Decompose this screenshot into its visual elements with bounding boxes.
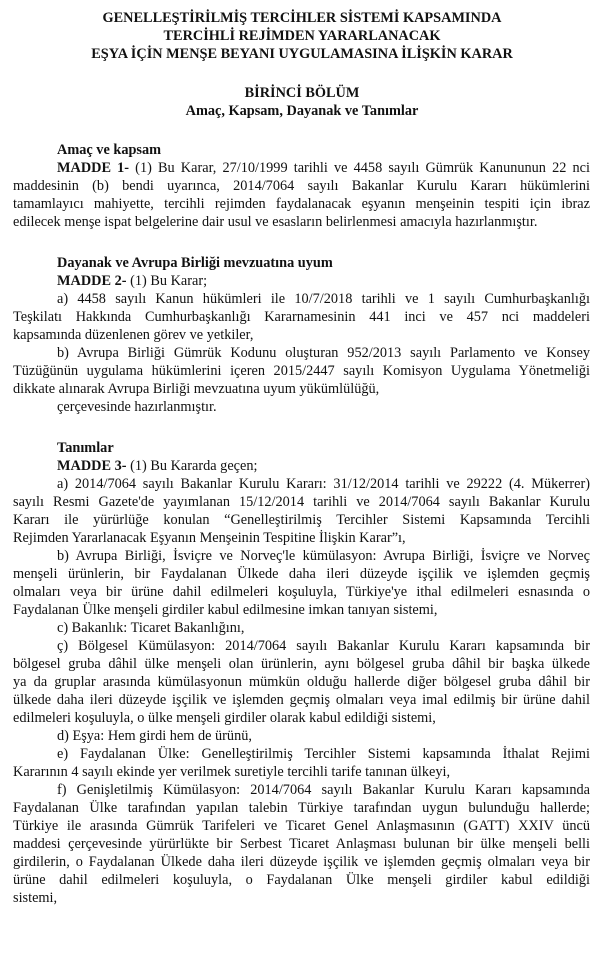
article-2-line: kapsamında düzenlenen görev ve yetkiler, xyxy=(13,327,254,343)
article-1-line: maddesinin (b) bendi uyarınca, 2014/7064 sayılı Bakanlar Kurulu Kararı hükümlerini xyxy=(13,178,590,194)
article-1-text: (1) Bu Karar, 27/10/1999 tarihli ve 4458 sayılı Gümrük Kanununun 22 nci xyxy=(129,160,590,176)
article-3-line: ya da gruplar arasında kümülasyonun mümkün olduğu hallerde diğer bölgesel gruba dâhil bir xyxy=(13,674,590,690)
article-1-line xyxy=(57,159,590,177)
article-3-line: ülkede daha ileri düzeyde işçilik ve işlemden geçmiş olmaları veya imal edilmiş bir ürüne dahil xyxy=(13,692,590,708)
article-1-label: MADDE 1- xyxy=(57,160,130,176)
article-3-line: menşeli ürünlerin, bir Faydalanan Ülkede daha ileri düzeyde işçilik ve işlemden geçmiş xyxy=(13,566,590,582)
article-2-heading: Dayanak ve Avrupa Birliği mevzuatına uyum xyxy=(57,255,333,271)
article-3-line: olmaları veya bir ürüne dahil edilmeleri koşuluyla, Türkiye'ye ithal edilmeleri esnasında o xyxy=(13,584,590,600)
article-3-line: ç) Bölgesel Kümülasyon: 2014/7064 sayılı Bakanlar Kurulu Kararı kapsamında bir xyxy=(57,638,590,654)
article-3-line: Faydalanan Ülke tarafından yapılan talebin Türkiye tarafından uygun bulunduğu hallerde; xyxy=(13,800,590,816)
article-3-line: a) 2014/7064 sayılı Bakanlar Kurulu Kararı: 31/12/2014 tarihli ve 29222 (4. Mükerrer) xyxy=(57,476,590,492)
article-2-line xyxy=(57,272,207,290)
chapter-heading: BİRİNCİ BÖLÜM xyxy=(244,85,360,101)
document-title-line-2: TERCİHLİ REJİMDEN YARARLANACAK xyxy=(163,28,441,44)
article-3-line: Türkiye ile arasında Gümrük Tarifeleri ve Ticaret Genel Anlaşmasının (GATT) XXIV üncü xyxy=(13,818,590,834)
article-1-heading: Amaç ve kapsam xyxy=(57,142,162,158)
article-3-line: e) Faydalanan Ülke: Genelleştirilmiş Tercihler Sistemi kapsamında İthalat Rejimi xyxy=(57,746,590,762)
article-3-label: MADDE 3- xyxy=(57,458,127,474)
article-3-line: Faydalanan Ülke menşeli girdiler kabul edilmesine imkan tanıyan sistemi, xyxy=(13,602,438,618)
article-3-line: bölgesel gruba dâhil ülke menşeli olan ürünlerin, aynı bölgesel gruba dâhil bir başka ülkede xyxy=(13,656,590,672)
article-3-line: girdilerin, o Faydalanan Ülkede daha ileri düzeyde işçilik ve işlemden geçmiş olmaları veya bir xyxy=(13,854,590,870)
article-3-line: sayılı Resmi Gazete'de yayımlanan 15/12/2014 tarihli ve 2014/7064 sayılı Bakanlar Kurulu xyxy=(13,494,590,510)
article-3-line: ürüne dahil edilmeleri koşuluyla, o Faydalanan Ülke menşeli girdiler kabul edildiği xyxy=(13,872,590,888)
article-3-line: edilmeleri koşuluyla, o ülke menşeli girdiler olarak kabul edildiği sistemi, xyxy=(13,710,436,726)
article-3-line: b) Avrupa Birliği, İsviçre ve Norveç'le kümülasyon: Avrupa Birliği, İsviçre ve Norveç xyxy=(57,548,590,564)
article-3-line: Kararı ile yürürlüğe konulan “Genelleştirilmiş Tercihler Sistemi Kapsamında Tercihli xyxy=(13,512,590,528)
article-3-line: maddesi çerçevesinde yürürlükte bir Serbest Ticaret Anlaşması bulunan bir ülke menşeli belli xyxy=(13,836,590,852)
article-1-line: edilecek menşe ispat belgelerine dair usul ve esasların belirlenmesi amacıyla hazırlanmıştır. xyxy=(13,214,538,230)
article-3-line: d) Eşya: Hem girdi hem de ürünü, xyxy=(57,728,252,744)
article-2-line: Tüzüğünün uygulama hükümlerini içeren 2015/2447 sayılı Komisyon Uygulama Yönetmeliği xyxy=(13,363,590,379)
article-3-line: sistemi, xyxy=(13,890,58,906)
article-3-line: Rejimden Yararlanacak Eşyanın Menşeinin Tespitine İlişkin Karar”ı, xyxy=(13,530,406,546)
article-2-label: MADDE 2- xyxy=(57,273,127,289)
article-3-line: c) Bakanlık: Ticaret Bakanlığını, xyxy=(57,620,245,636)
article-3-heading: Tanımlar xyxy=(57,440,114,456)
article-2-line: çerçevesinde hazırlanmıştır. xyxy=(57,399,217,415)
article-3-line: Kararının 4 sayılı ekinde yer verilmek suretiyle tercihli tarife tanınan ülkeyi, xyxy=(13,764,451,780)
article-2-line: dikkate alınarak Avrupa Birliği mevzuatına uyum yükümlülüğü, xyxy=(13,381,380,397)
document-title-line-3: EŞYA İÇİN MENŞE BEYANI UYGULAMASINA İLİŞKİN KARAR xyxy=(91,46,513,62)
article-2-line: b) Avrupa Birliği Gümrük Kodunu oluşturan 952/2013 sayılı Parlamento ve Konsey xyxy=(57,345,590,361)
document-title-line-1: GENELLEŞTİRİLMİŞ TERCİHLER SİSTEMİ KAPSAMINDA xyxy=(102,10,502,26)
article-2-line: Teşkilatı Hakkında Cumhurbaşkanlığı Kararnamesinin 441 inci ve 457 nci maddeleri xyxy=(13,309,590,325)
article-3-text: (1) Bu Kararda geçen; xyxy=(126,458,258,474)
article-3-line xyxy=(57,457,258,475)
article-2-line: a) 4458 sayılı Kanun hükümleri ile 10/7/2018 tarihli ve 1 sayılı Cumhurbaşkanlığı xyxy=(57,291,590,307)
article-1-line: tamamlayıcı mahiyette, tercihli rejimden faydalanacak eşyanın menşeinin tespiti için ibraz xyxy=(13,196,590,212)
chapter-subtitle: Amaç, Kapsam, Dayanak ve Tanımlar xyxy=(185,103,419,119)
article-2-text: (1) Bu Karar; xyxy=(126,273,208,289)
article-3-line: f) Genişletilmiş Kümülasyon: 2014/7064 sayılı Bakanlar Kurulu Kararı kapsamında xyxy=(57,782,590,798)
